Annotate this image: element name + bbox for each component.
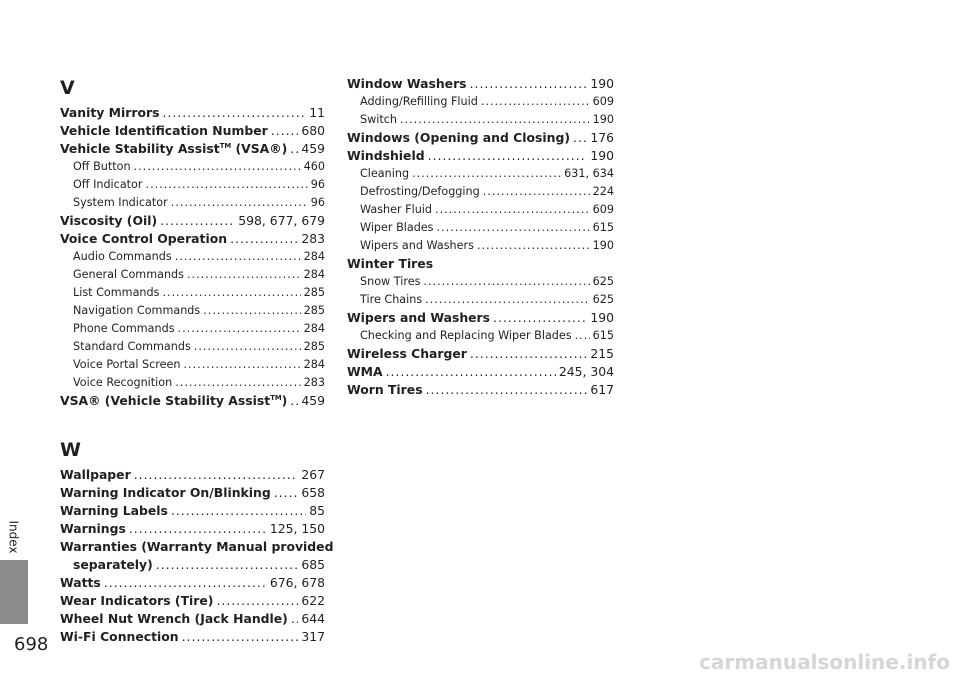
index-entry[interactable]: Viscosity (Oil) ..... 598, 677, 679 [60,212,325,230]
index-column-right [347,75,614,399]
section-letter-w: W [60,439,81,461]
page-number: 698 [14,634,49,655]
index-subentry[interactable]: Wiper Blades ..... 615 [347,219,614,237]
index-entry[interactable]: WMA ..... 245, 304 [347,363,614,381]
index-subentry[interactable]: General Commands ..... 284 [60,266,325,284]
index-subentry[interactable]: List Commands ..... 285 [60,284,325,302]
index-subentry[interactable]: Washer Fluid ..... 609 [347,201,614,219]
index-entry-continuation[interactable]: separately) ..... 685 [60,556,325,574]
index-entry[interactable]: Wallpaper ..... 267 [60,466,325,484]
index-subentry[interactable]: Navigation Commands ..... 285 [60,302,325,320]
index-subentry[interactable]: Tire Chains ..... 625 [347,291,614,309]
index-subentry[interactable]: Defrosting/Defogging ..... 224 [347,183,614,201]
index-entry-heading[interactable]: Winter Tires [347,256,434,271]
index-entry[interactable]: Wear Indicators (Tire) ..... 622 [60,592,325,610]
index-entry[interactable]: Vanity Mirrors ..... 11 [60,104,325,122]
index-subentry[interactable]: Voice Recognition ..... 283 [60,374,325,392]
index-subentry[interactable]: Voice Portal Screen ..... 284 [60,356,325,374]
index-entry[interactable]: Warning Indicator On/Blinking ..... 658 [60,484,325,502]
index-entry[interactable]: Windshield ..... 190 [347,147,614,165]
section-tab-marker [0,560,28,624]
index-entry[interactable]: Warnings ..... 125, 150 [60,520,325,538]
index-subentry[interactable]: Phone Commands ..... 284 [60,320,325,338]
watermark: carmanualsonline.info [699,650,950,674]
index-entry[interactable]: Window Washers ..... 190 [347,75,614,93]
index-entry[interactable]: Voice Control Operation ..... 283 [60,230,325,248]
index-subentry[interactable]: Audio Commands ..... 284 [60,248,325,266]
index-subentry[interactable]: Switch ..... 190 [347,111,614,129]
index-entry[interactable]: Wireless Charger ..... 215 [347,345,614,363]
index-subentry[interactable]: Adding/Refilling Fluid ..... 609 [347,93,614,111]
index-subentry[interactable]: System Indicator ..... 96 [60,194,325,212]
index-entry[interactable]: Wipers and Washers ..... 190 [347,309,614,327]
index-subentry[interactable]: Snow Tires ..... 625 [347,273,614,291]
index-entry[interactable]: Warning Labels ..... 85 [60,502,325,520]
index-entry[interactable]: Wheel Nut Wrench (Jack Handle) ..... 644 [60,610,325,628]
index-subentry[interactable]: Off Button ..... 460 [60,158,325,176]
index-entry[interactable]: Windows (Opening and Closing) ..... 176 [347,129,614,147]
index-column-left [60,74,334,646]
index-entry[interactable]: Vehicle Stability Assist™ (VSA®) ..... 459 [60,140,325,158]
index-subentry[interactable]: Wipers and Washers ..... 190 [347,237,614,255]
index-subentry[interactable]: Checking and Replacing Wiper Blades ..... 615 [347,327,614,345]
index-subentry[interactable]: Standard Commands ..... 285 [60,338,325,356]
section-letter-v: V [60,77,75,99]
index-entry[interactable]: Watts ..... 676, 678 [60,574,325,592]
section-tab-label: Index [7,520,22,554]
index-entry[interactable]: Wi-Fi Connection ..... 317 [60,628,325,646]
index-entry[interactable]: VSA® (Vehicle Stability Assist™) ..... 459 [60,392,325,410]
index-entry[interactable]: Worn Tires ..... 617 [347,381,614,399]
index-subentry[interactable]: Off Indicator ..... 96 [60,176,325,194]
index-entry[interactable]: Vehicle Identification Number ..... 680 [60,122,325,140]
index-subentry[interactable]: Cleaning ..... 631, 634 [347,165,614,183]
index-entry-heading[interactable]: Warranties (Warranty Manual provided [60,539,334,554]
